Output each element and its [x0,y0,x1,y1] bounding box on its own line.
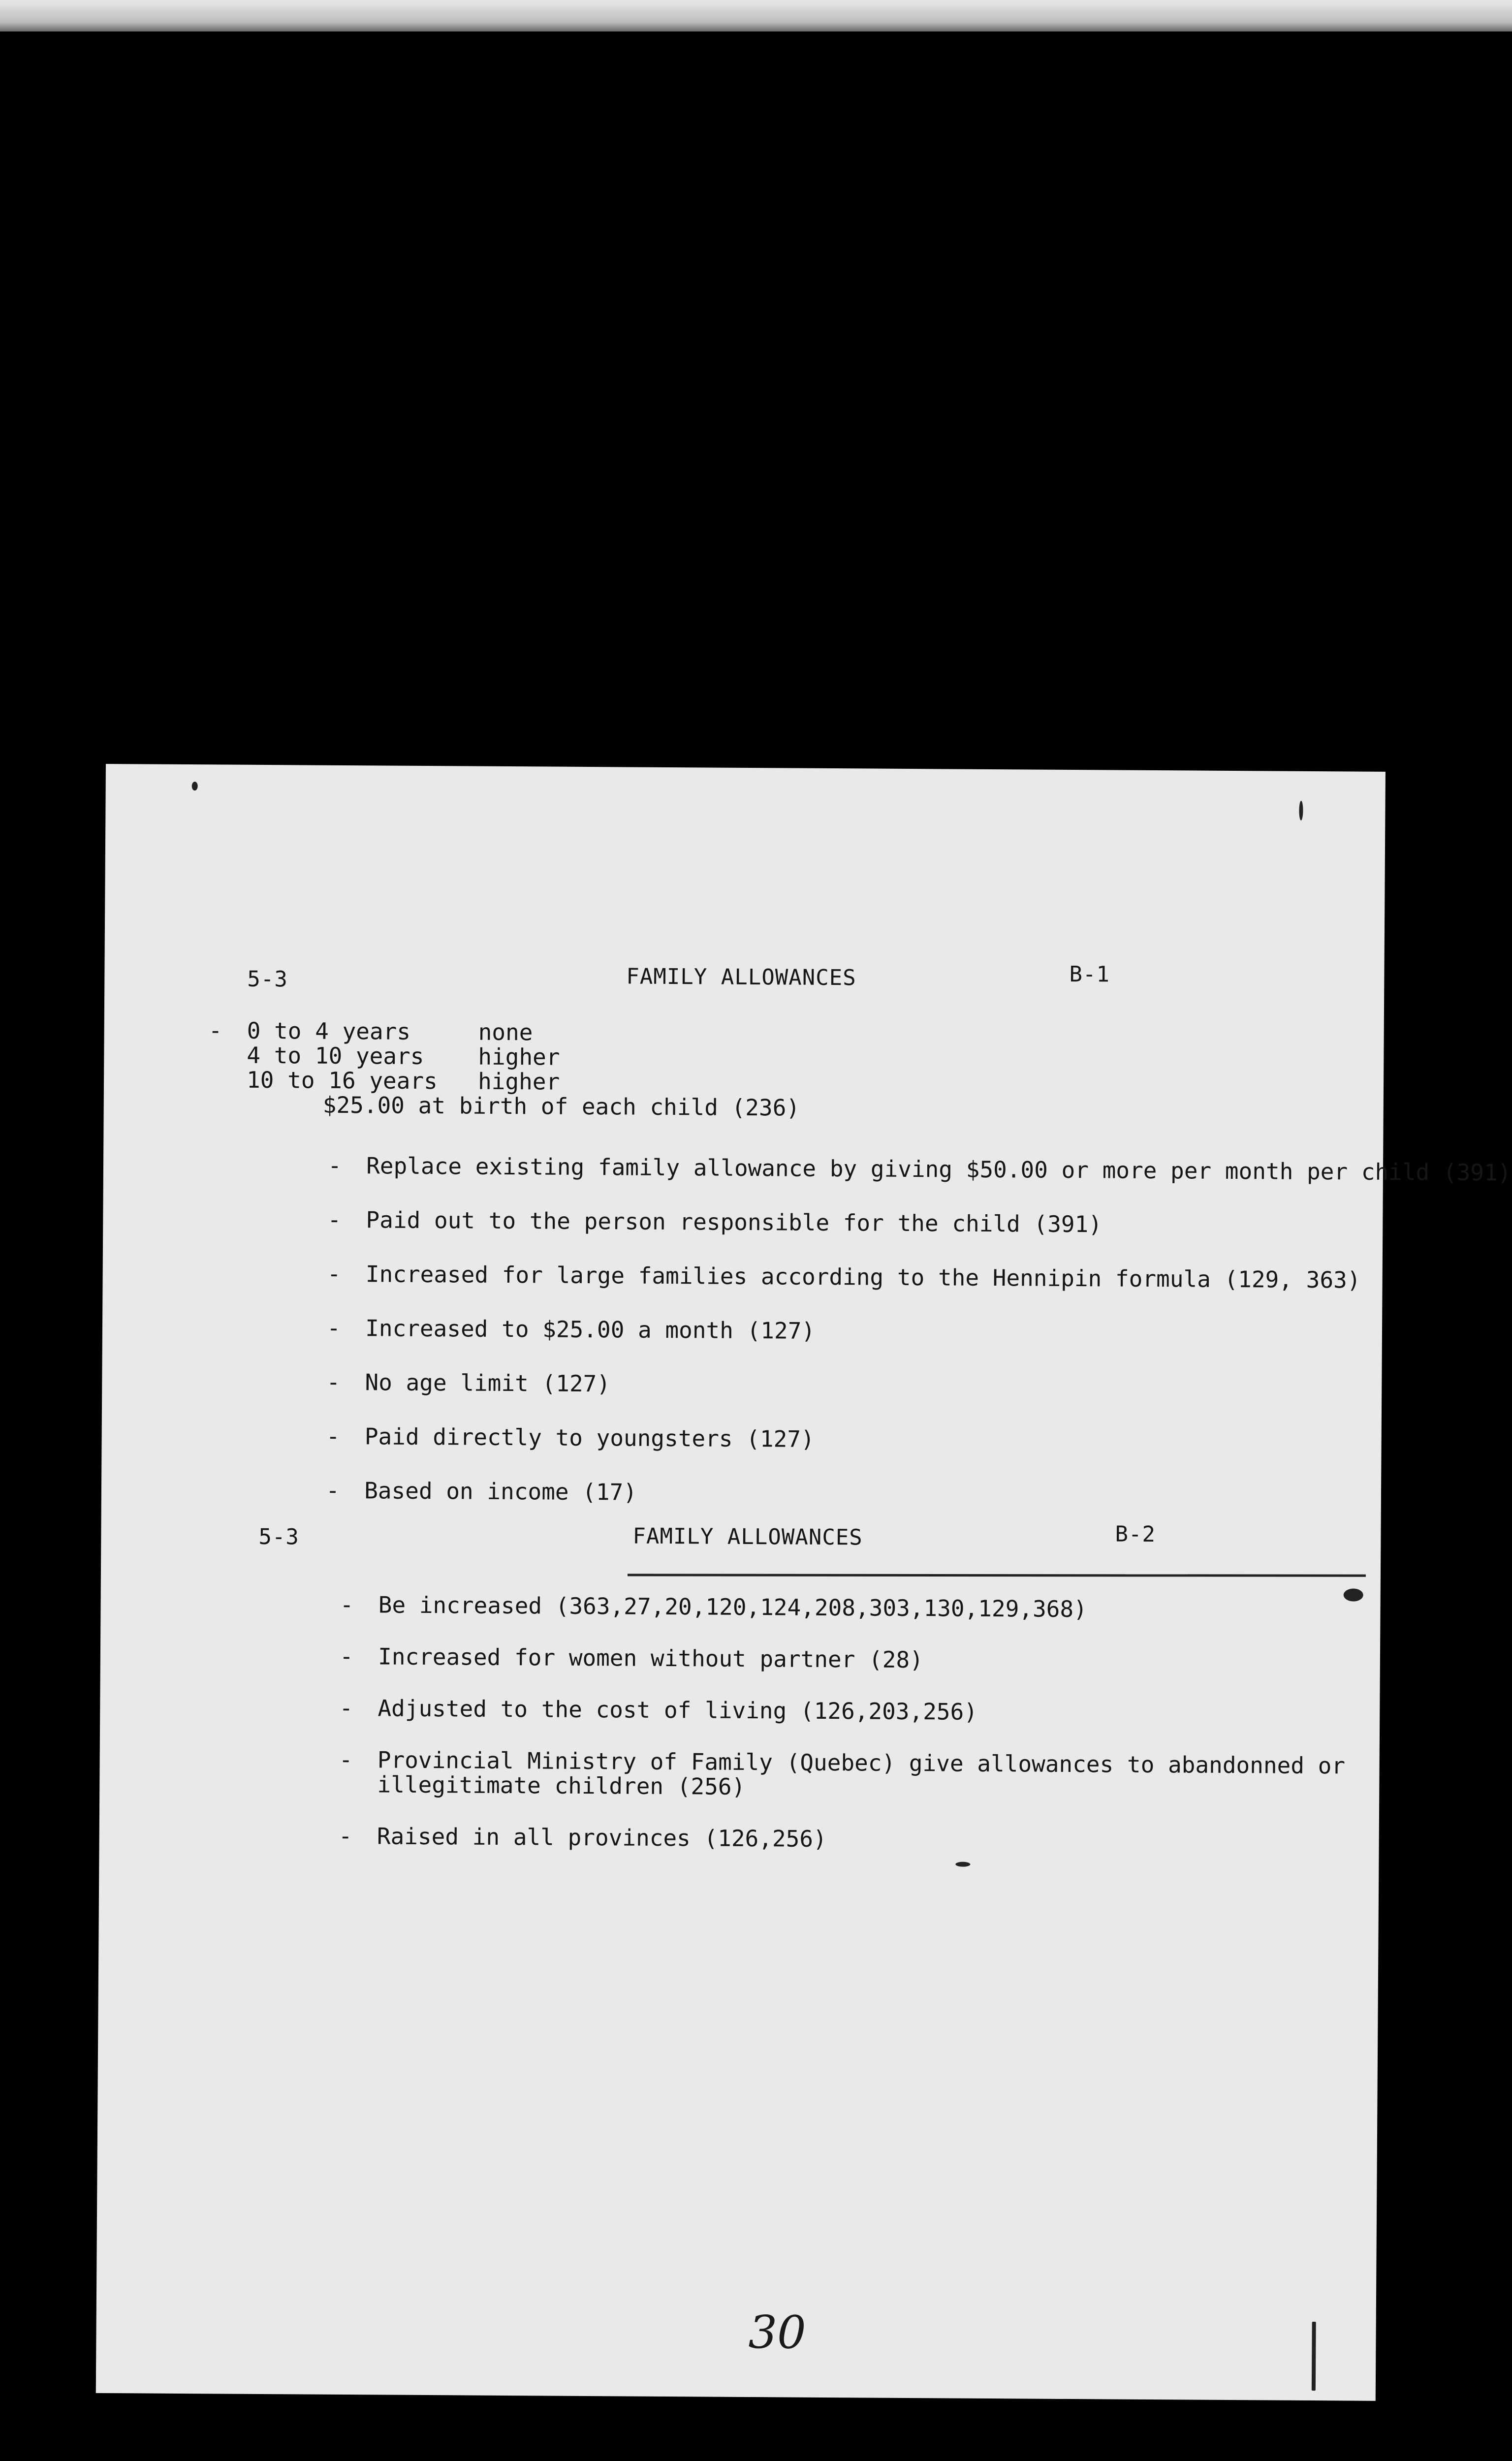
list-item [244,1453,637,1529]
item-text: Adjusted to the cost of living (126,203,256) [378,1695,978,1725]
age-footnote: $25.00 at birth of each child (236) [322,1091,800,1121]
age-range: 10 to 16 years [246,1066,438,1095]
film-speck [1344,1588,1363,1601]
item-text: Paid out to the person responsible for the child (391) [366,1206,1102,1238]
item-text: Replace existing family allowance by giving $50.00 or more per month per child (391) [366,1152,1512,1186]
list-item [256,1798,827,1876]
bullet: - [327,1260,341,1287]
bullet: - [339,1746,353,1773]
film-top-edge [0,0,1512,32]
item-text: Provincial Ministry of Family (Quebec) give allowances to abandonned or illegitimate children (256) [377,1746,1346,1800]
item-text: Be increased (363,27,20,120,124,208,303,130,129,368) [378,1591,1087,1623]
section-code: 5-3 [247,966,288,992]
age-value: higher [477,1068,560,1095]
age-table [247,1018,801,1120]
item-text: Raised in all provinces (126,256) [377,1823,827,1852]
section-title: FAMILY ALLOWANCES [626,964,856,991]
section-title: FAMILY ALLOWANCES [632,1523,863,1550]
section-ref: B-2 [1115,1521,1156,1547]
film-speck [1299,801,1303,820]
item-text: No age limit (127) [365,1369,611,1397]
bullet: - [328,1152,342,1179]
bullet: - [338,1822,352,1850]
film-speck [192,782,198,790]
item-text: Increased for large families according to the Hennipin formula (129, 363) [365,1261,1361,1294]
document-page [96,764,1512,2401]
section-code: 5-3 [258,1524,300,1550]
item-text: Paid directly to youngsters (127) [364,1423,815,1452]
film-speck [1312,2322,1316,2391]
age-value: none [478,1018,533,1046]
item-text: Based on income (17) [364,1477,637,1506]
section-b1 [106,764,1512,1506]
item-text: Increased for women without partner (28) [378,1643,924,1673]
page-number: 30 [748,2306,806,2359]
bullet: - [326,1368,341,1395]
bullet: - [327,1314,341,1341]
bullet: - [326,1422,340,1450]
bullet: - [326,1477,340,1504]
section-ref: B-1 [1069,961,1110,987]
age-range: - 0 to 4 years [247,1018,478,1044]
item-text: Increased to $25.00 a month (127) [365,1315,816,1344]
bullet: - [340,1591,354,1618]
bullet: - [327,1206,342,1233]
bullet: - [339,1642,353,1670]
age-value: higher [478,1043,560,1071]
age-range: 4 to 10 years [247,1041,424,1070]
film-speck [955,1862,970,1867]
bullet: - [339,1694,353,1722]
